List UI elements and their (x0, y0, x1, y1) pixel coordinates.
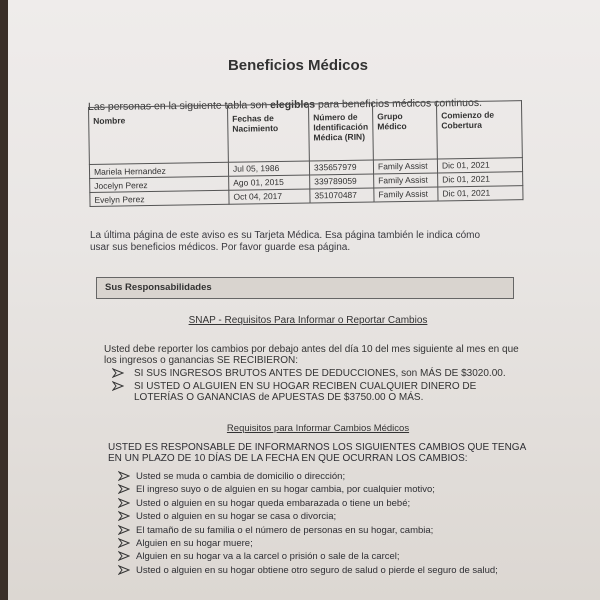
document-page (8, 0, 600, 600)
responsibilities-label: Sus Responsabilidades (105, 282, 212, 293)
snap-bullet-list (112, 368, 522, 405)
header-cobertura: Comienzo de Cobertura (436, 101, 522, 159)
list-item (118, 550, 558, 563)
arrow-bullet-icon (118, 525, 130, 535)
arrow-bullet-icon (118, 471, 130, 481)
snap-heading: SNAP - Requisitos Para Informar o Reportar Cambios (188, 315, 428, 326)
list-item (118, 470, 558, 483)
cell-group: Family Assist (374, 173, 438, 188)
eligibility-table (88, 100, 524, 207)
change-item-text: Usted o alguien en su hogar obtiene otro seguro de salud o pierde el seguro de salud; (136, 564, 498, 576)
medical-changes-instructions: USTED ES RESPONSABLE DE INFORMARNOS LOS SIGUIENTES CAMBIOS QUE TENGA EN UN PLAZO DE 10 DÍAS DE LA FECHA EN QUE OCURRAN LOS CAMBIOS: (108, 442, 526, 464)
change-item-text: Alguien en su hogar va a la carcel o prisión o sale de la carcel; (136, 551, 400, 563)
responsibilities-section-header (96, 277, 514, 299)
cell-start: Dic 01, 2021 (437, 158, 522, 173)
change-item-text: El ingreso suyo o de alguien en su hogar cambia, por cualquier motivo; (136, 484, 435, 496)
intro-after: para beneficios médicos continuos. (315, 96, 483, 111)
page-title: Beneficios Médicos (227, 57, 369, 74)
eligibility-table-wrapper (88, 100, 524, 207)
arrow-bullet-icon (118, 498, 130, 508)
arrow-bullet-icon (112, 368, 124, 378)
cell-dob: Oct 04, 2017 (229, 189, 310, 204)
change-item-text: El tamaño de su familia o el número de personas en su hogar, cambia; (136, 524, 434, 536)
snap-bullet-text: SI USTED O ALGUIEN EN SU HOGAR RECIBEN CUALQUIER DINERO DE LOTERÍAS O GANANCIAS de APUESTAS DE $3750.00 O MÁS. (134, 381, 477, 403)
snap-instructions: Usted debe reporter los cambios por debajo antes del día 10 del mes siguiente al mes en que los ingresos o ganancias SE RECIBIERON: (104, 344, 519, 366)
arrow-bullet-icon (118, 484, 130, 494)
snap-bullet-text: SI SUS INGRESOS BRUTOS ANTES DE DEDUCCIONES, son MÁS DE $3020.00. (134, 368, 506, 379)
change-item-text: Usted se muda o cambia de domicilio o dirección; (136, 471, 346, 482)
list-item (118, 524, 558, 537)
arrow-bullet-icon (118, 511, 130, 521)
cell-rin: 351070487 (310, 188, 374, 203)
cell-name: Jocelyn Perez (90, 176, 229, 192)
list-item (118, 510, 558, 523)
header-grupo: Grupo Médico (372, 102, 437, 160)
cell-rin: 335657979 (309, 160, 373, 175)
list-item (118, 483, 558, 496)
cell-dob: Jul 05, 1986 (228, 161, 309, 176)
cell-group: Family Assist (373, 159, 437, 174)
arrow-bullet-icon (118, 551, 130, 561)
medical-changes-list (118, 470, 558, 577)
list-item (112, 368, 522, 379)
header-fecha: Fechas de Nacimiento (227, 104, 309, 162)
list-item (118, 537, 558, 550)
change-item-text: Usted o alguien en su hogar se casa o divorcia; (136, 511, 337, 523)
medical-card-notice: La última página de este aviso es su Tarjeta Médica. Esa página también le indica cómo usar sus beneficios médicos. Por favor guarde esa página. (90, 230, 481, 253)
medical-changes-heading: Requisitos para Informar Cambios Médicos (226, 423, 410, 434)
intro-before: Las personas en la siguiente tabla son (87, 99, 271, 113)
change-item-text: Alguien en su hogar muere; (136, 538, 253, 550)
cell-start: Dic 01, 2021 (438, 186, 523, 201)
arrow-bullet-icon (112, 381, 124, 391)
list-item (118, 497, 558, 510)
cell-dob: Ago 01, 2015 (229, 175, 310, 190)
intro-bold: elegibles (270, 98, 316, 112)
cell-name: Mariela Hernandez (89, 162, 228, 178)
arrow-bullet-icon (118, 538, 130, 548)
cell-name: Evelyn Perez (90, 190, 229, 206)
cell-rin: 339789059 (310, 174, 374, 189)
table-header-row (89, 101, 523, 165)
list-item (118, 564, 558, 577)
header-rin: Número de Identificación Médica (RIN) (308, 103, 373, 161)
arrow-bullet-icon (118, 565, 130, 575)
cell-start: Dic 01, 2021 (438, 172, 523, 187)
cell-group: Family Assist (374, 187, 438, 202)
list-item (112, 381, 522, 403)
header-nombre: Nombre (89, 105, 229, 164)
change-item-text: Usted o alguien en su hogar queda embarazada o tiene un bebé; (136, 497, 411, 509)
